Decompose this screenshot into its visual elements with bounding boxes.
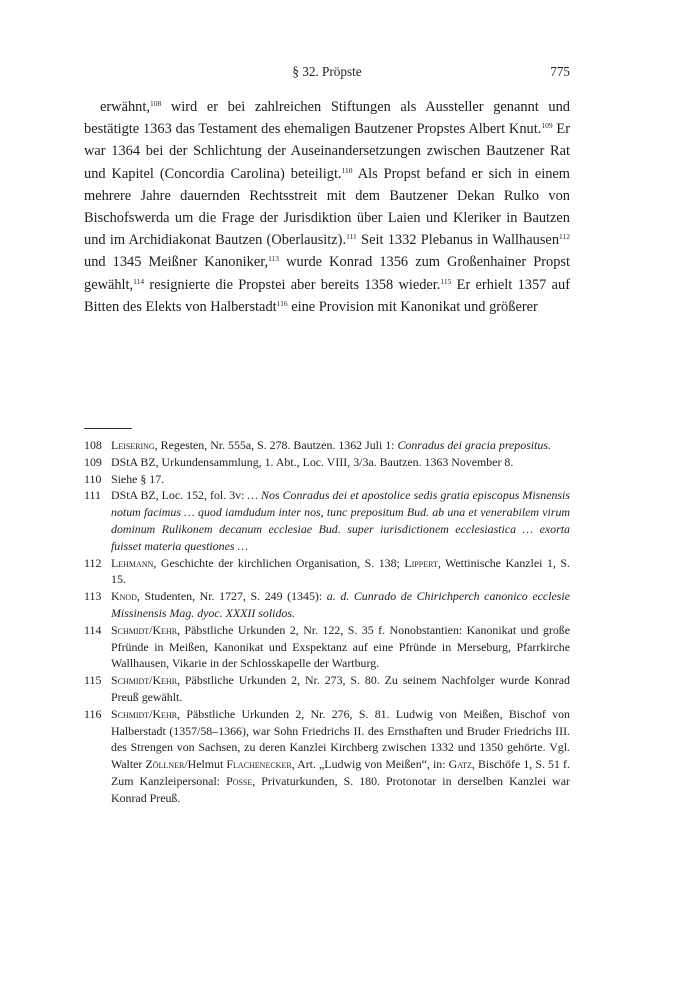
footnote <box>84 588 570 622</box>
footnote-ref: 113 <box>268 254 280 264</box>
author-name: Schmidt/Kehr <box>111 706 178 721</box>
text-run: , Päbstliche Urkunden 2, Nr. 273, S. 80. Zu seinem Nachfolger wurde Konrad Preuß gewählt. <box>111 673 570 704</box>
footnote <box>84 487 570 554</box>
footnote-text <box>111 487 570 554</box>
footnote <box>84 622 570 672</box>
author-name: Schmidt/Kehr <box>111 622 178 637</box>
footnote-text <box>111 471 570 488</box>
footnote <box>84 454 570 471</box>
footnote <box>84 555 570 589</box>
footnote-ref: 115 <box>440 276 452 286</box>
text-run: , Geschichte der kirchlichen Organisation, S. 138; <box>153 555 405 570</box>
footnote-text <box>111 706 570 807</box>
footnote-number: 112 <box>84 555 102 570</box>
footnote-text <box>111 622 570 672</box>
main-text <box>84 96 570 318</box>
text-run: , Privaturkunden, S. 180. Protonotar in derselben Kanzlei war Konrad Preuß. <box>111 773 570 805</box>
footnote-number: 114 <box>84 622 102 637</box>
latin-quote: Conradus dei gracia prepositus. <box>397 438 551 452</box>
author-name: Knod <box>111 589 137 604</box>
text-run: , Päbstliche Urkunden 2, Nr. 276, S. 81. Ludwig von Meißen, Bischof von Halberstadt (1357/58–1366), war Sohn Friedrichs II. des Ernsthaften und Bruder Friedrichs III. des Strengen von Sachsen, zu deren Kanzlei Kirchberg zwischen 1332 und 1350 gehörte. Vgl. Walter <box>111 706 570 772</box>
footnote-text <box>111 672 570 706</box>
text-run: DStA BZ, Urkundensammlung, 1. Abt., Loc. VIII, 3/3a. Bautzen. 1363 November 8. <box>111 454 514 469</box>
text-run: , Bischöfe 1, S. 51 f. Zum Kanzleipersonal: <box>111 757 570 788</box>
author-name: Gatz <box>448 757 472 772</box>
author-name: Lehmann <box>111 555 154 570</box>
author-name: Lippert <box>404 555 438 570</box>
author-name: Flachenecker <box>226 757 292 772</box>
footnote-text <box>111 588 570 622</box>
footnote-text <box>111 555 570 589</box>
footnote-number: 116 <box>84 706 102 721</box>
latin-quote: … Nos Conradus dei et apostolice sedis gratia episcopus Misnensis notum facimus … quod iamdudum inter nos, tunc prepositum Bud. ab una et venerabilem virum dominum Rulikonem decanum ecclesiae Bud. super iurisdictionem ecclesiastica … exorta fuisset materia questiones … <box>111 488 570 553</box>
footnote-number: 111 <box>84 488 101 503</box>
author-name: Posse <box>226 773 253 788</box>
text-run: , Studenten, Nr. 1727, S. 249 (1345): <box>136 589 327 604</box>
text-run: , Art. „Ludwig von Meißen“, in: <box>291 757 449 772</box>
text-run: , Päbstliche Urkunden 2, Nr. 122, S. 35 f. Nonobstantien: Kanonikat und große Pfründe in Meißen, Kanonikat und Exspektanz auf eine Pfründe in Merseburg, Pfarrkirche Wallhausen, Vikarie in der Schlosskapelle der Wartburg. <box>111 622 570 671</box>
footnote-separator <box>84 428 132 429</box>
text-run: und 1345 Meißner Kanoniker, <box>84 254 269 271</box>
text-run: /Helmut <box>184 757 227 772</box>
footnote-text <box>111 437 570 454</box>
footnote-number: 108 <box>84 438 102 452</box>
text-run: Er war 1364 bei der Schlichtung der Auseinandersetzungen zwischen Bautzener Rat und Kapitel (Concordia Carolina) beteiligt. <box>84 121 570 182</box>
text-run: wurde Konrad 1356 zum Großenhainer Propst gewählt, <box>84 254 570 293</box>
running-header <box>84 64 570 82</box>
page-number: 775 <box>550 64 570 79</box>
text-run: Er erhielt 1357 auf Bitten des Elekts von Halberstadt <box>84 276 571 315</box>
footnote-ref: 110 <box>341 165 353 175</box>
text-run: erwähnt, <box>100 99 150 115</box>
text-run: , Wettinische Kanzlei 1, S. 15. <box>111 555 570 587</box>
footnote <box>84 437 570 454</box>
text-run: resignierte die Propstei aber bereits 1358 wieder. <box>144 276 441 293</box>
latin-quote: a. d. Cunrado de Chirichperch canonico ecclesie Missinensis Mag. dyoc. XXXII solidos. <box>111 589 570 620</box>
footnote <box>84 471 570 488</box>
text-run: eine Provision mit Kanonikat und größerer <box>287 298 538 315</box>
footnote-ref: 114 <box>133 276 145 286</box>
footnote-ref: 112 <box>559 232 570 242</box>
text-run: Seit 1332 Plebanus in Wallhausen <box>356 232 560 249</box>
text-run: wird er bei zahlreichen Stiftungen als Aussteller genannt und bestätigte 1363 das Testament des ehemaligen Bautzener Propstes Albert Knut. <box>84 99 570 138</box>
footnote-ref: 111 <box>346 232 357 242</box>
footnote-number: 110 <box>84 471 102 486</box>
footnote <box>84 672 570 706</box>
footnote <box>84 706 570 807</box>
running-title: § 32. Pröpste <box>292 64 362 79</box>
text-run: DStA BZ, Loc. 152, fol. 3v: <box>111 488 248 503</box>
author-name: Zöllner <box>145 757 185 772</box>
footnote-number: 115 <box>84 673 102 688</box>
footnotes <box>84 437 570 807</box>
footnote-ref: 109 <box>541 121 553 131</box>
footnote-number: 109 <box>84 454 102 469</box>
body-paragraph <box>84 96 570 318</box>
author-name: Schmidt/Kehr <box>111 673 178 688</box>
footnote-ref: 108 <box>149 99 162 108</box>
author-name: Leisering <box>111 438 155 452</box>
footnote-ref: 116 <box>276 298 288 308</box>
text-run: Als Propst befand er sich in einem mehrere Jahre dauernden Rechtsstreit mit dem Bautzener Dekan Rulko von Bischofswerda um die Frage der Jurisdiktion über Laien und Kleriker in Bautzen und im Archidiakonat Bautzen (Oberlausitz). <box>84 165 570 249</box>
footnote-number: 113 <box>84 589 102 604</box>
footnote-text <box>111 454 570 471</box>
text-run: , Regesten, Nr. 555a, S. 278. Bautzen. 1362 Juli 1: <box>154 438 398 452</box>
text-run: Siehe § 17. <box>111 471 165 486</box>
